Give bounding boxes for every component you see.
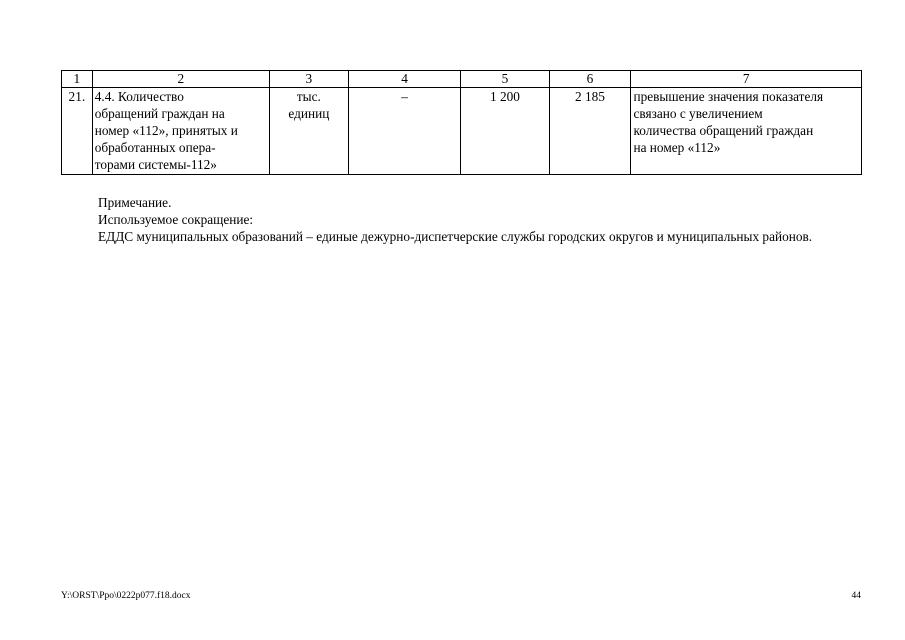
unit-cell [269, 88, 348, 175]
indicator-line: торами системы-112» [94, 157, 217, 172]
table-row [62, 88, 862, 175]
footer-file-path: Y:\ORST\Ppo\0222p077.f18.docx [61, 591, 191, 601]
header-cell: 2 [92, 71, 269, 88]
notes-title: Примечание. [98, 195, 172, 210]
indicator-line: номер «112», принятых и [94, 123, 238, 138]
header-cell: 6 [549, 71, 631, 88]
header-cell: 3 [269, 71, 348, 88]
header-cell: 4 [348, 71, 461, 88]
header-cell: 1 [62, 71, 93, 88]
col4-cell: – [348, 88, 461, 175]
unit-line: тыс. [296, 89, 321, 104]
data-table [61, 70, 862, 175]
abbreviation-text: ЕДДС муниципальных образований – единые дежурно-диспетчерские службы городских округов и муниципальных районов. [98, 229, 813, 244]
table-header-row [62, 71, 862, 88]
header-cell: 7 [631, 71, 862, 88]
notes-section [61, 194, 862, 245]
note-line: связано с увеличением [633, 106, 763, 121]
note-line: превышение значения показателя [633, 89, 824, 104]
actual-value-cell: 2 185 [549, 88, 631, 175]
note-line: на номер «112» [633, 140, 721, 155]
plan-value-cell: 1 200 [461, 88, 549, 175]
footer-page-number: 44 [851, 591, 861, 601]
indicator-line: обращений граждан на [94, 106, 225, 121]
indicator-line: обработанных опера- [94, 140, 216, 155]
header-cell: 5 [461, 71, 549, 88]
note-cell [631, 88, 862, 175]
abbreviation-heading: Используемое сокращение: [98, 212, 254, 227]
indicator-cell [92, 88, 269, 175]
row-number: 21. [62, 88, 93, 175]
unit-line: единиц [288, 106, 330, 121]
note-line: количества обращений граждан [633, 123, 814, 138]
indicator-line: 4.4. Количество [94, 89, 184, 104]
